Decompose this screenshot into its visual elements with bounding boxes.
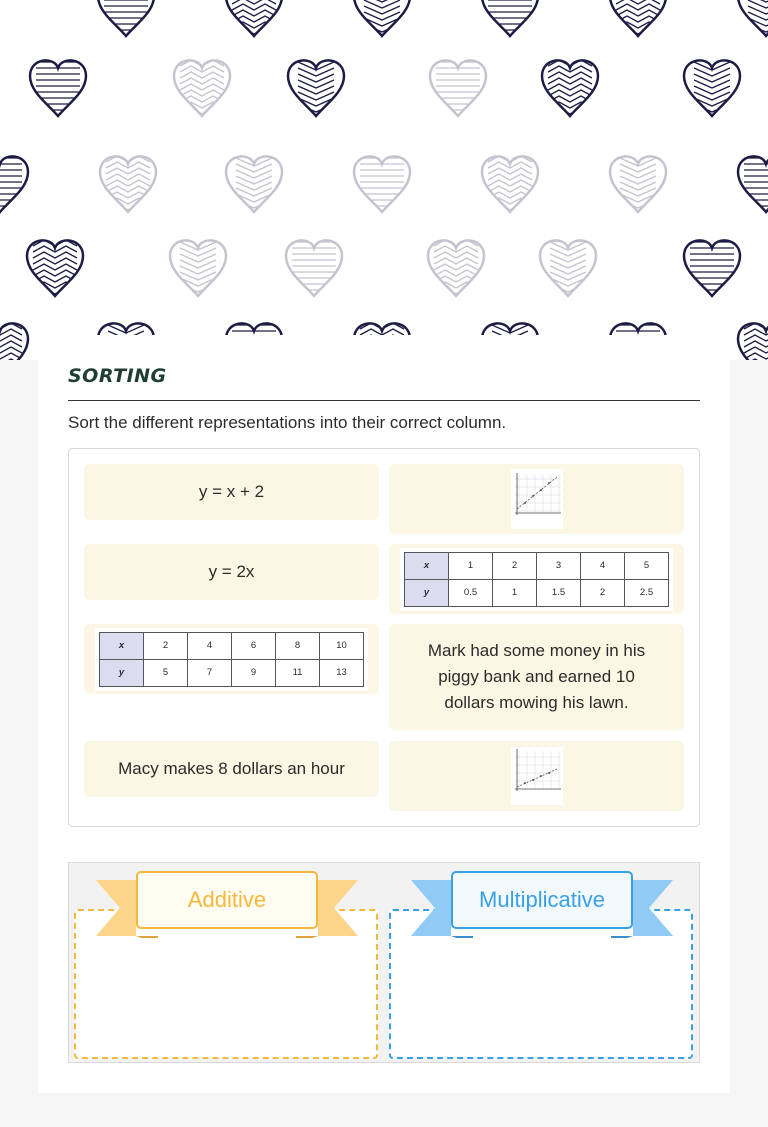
hearts-banner bbox=[0, 0, 768, 360]
xy-table bbox=[99, 632, 364, 687]
heart-icon bbox=[0, 323, 28, 360]
table-thumbnail bbox=[95, 628, 368, 691]
tile-text: Macy makes 8 dollars an hour bbox=[118, 759, 345, 778]
table-header-y: y bbox=[405, 579, 449, 606]
heart-icon bbox=[482, 156, 538, 212]
table-cell: 13 bbox=[320, 659, 364, 686]
heart-icon bbox=[174, 60, 230, 116]
heart-icon bbox=[170, 240, 226, 298]
sort-tile-equation-2x[interactable] bbox=[84, 544, 379, 600]
xy-table bbox=[404, 552, 669, 607]
tile-text bbox=[428, 638, 645, 716]
table-row bbox=[100, 632, 364, 659]
table-header-x: x bbox=[100, 632, 144, 659]
heart-icon bbox=[610, 0, 666, 36]
heart-icon bbox=[30, 60, 86, 116]
heart-icon bbox=[288, 60, 344, 118]
heart-icon bbox=[540, 240, 596, 298]
heart-icon bbox=[226, 156, 282, 214]
sort-tile-word-problem-macy[interactable] bbox=[84, 741, 379, 797]
heart-icon bbox=[610, 156, 666, 214]
sort-tile-graph-2[interactable] bbox=[389, 741, 684, 811]
table-header-x: x bbox=[405, 552, 449, 579]
sort-items-area bbox=[68, 448, 700, 827]
table-cell: 7 bbox=[188, 659, 232, 686]
tile-text: y = 2x bbox=[208, 562, 255, 581]
heart-icon bbox=[482, 0, 538, 36]
table-thumbnail bbox=[400, 548, 673, 611]
table-cell: 4 bbox=[581, 552, 625, 579]
column-header-multiplicative: Multiplicative bbox=[451, 871, 633, 929]
table-row bbox=[405, 552, 669, 579]
table-row bbox=[405, 579, 669, 606]
table-cell: 4 bbox=[188, 632, 232, 659]
table-cell: 2.5 bbox=[625, 579, 669, 606]
section-title: SORTING bbox=[68, 365, 167, 387]
sorting-columns bbox=[68, 862, 700, 1063]
tile-text-line: Mark had some money in his bbox=[427, 641, 646, 660]
sort-tile-equation-x-plus-2[interactable] bbox=[84, 464, 379, 520]
heart-icon bbox=[354, 0, 410, 38]
tile-text-line: piggy bank and earned 10 bbox=[438, 667, 635, 686]
activity-card bbox=[38, 335, 730, 1093]
table-cell: 8 bbox=[276, 632, 320, 659]
heart-icon bbox=[684, 60, 740, 118]
table-cell: 0.5 bbox=[449, 579, 493, 606]
table-cell: 5 bbox=[144, 659, 188, 686]
heart-icon bbox=[428, 240, 484, 296]
heart-icon bbox=[100, 156, 156, 212]
table-cell: 2 bbox=[144, 632, 188, 659]
heart-icon bbox=[0, 156, 28, 212]
table-cell: 5 bbox=[625, 552, 669, 579]
graph-thumbnail bbox=[511, 469, 563, 529]
heart-icon bbox=[738, 156, 768, 212]
table-cell: 2 bbox=[581, 579, 625, 606]
table-cell: 1 bbox=[449, 552, 493, 579]
table-cell: 9 bbox=[232, 659, 276, 686]
instructions-text: Sort the different representations into their correct column. bbox=[68, 413, 507, 432]
column-header-additive: Additive bbox=[136, 871, 318, 929]
line-graph-icon bbox=[511, 469, 563, 521]
heart-icon bbox=[286, 240, 342, 296]
graph-thumbnail bbox=[511, 747, 563, 805]
sort-tile-table-1[interactable] bbox=[389, 544, 684, 614]
heart-icon bbox=[738, 323, 768, 360]
heart-icon bbox=[226, 0, 282, 36]
sort-tile-word-problem-mark[interactable] bbox=[389, 624, 684, 730]
table-cell: 11 bbox=[276, 659, 320, 686]
heart-icon bbox=[27, 240, 83, 296]
table-cell: 1.5 bbox=[537, 579, 581, 606]
table-cell: 6 bbox=[232, 632, 276, 659]
hearts-pattern-image bbox=[0, 0, 768, 360]
sort-tile-graph-1[interactable] bbox=[389, 464, 684, 534]
table-header-y: y bbox=[100, 659, 144, 686]
heart-icon bbox=[738, 0, 768, 38]
sort-tile-table-2[interactable] bbox=[84, 624, 379, 694]
line-graph-icon bbox=[511, 747, 563, 797]
heart-icon bbox=[98, 0, 154, 36]
heart-icon bbox=[354, 156, 410, 212]
table-cell: 10 bbox=[320, 632, 364, 659]
table-cell: 1 bbox=[493, 579, 537, 606]
title-divider bbox=[68, 400, 700, 401]
heart-icon bbox=[430, 60, 486, 116]
table-cell: 2 bbox=[493, 552, 537, 579]
table-row bbox=[100, 659, 364, 686]
tile-text: y = x + 2 bbox=[198, 482, 265, 501]
heart-icon bbox=[684, 240, 740, 296]
heart-icon bbox=[542, 60, 598, 116]
table-cell: 3 bbox=[537, 552, 581, 579]
tile-text-line: dollars mowing his lawn. bbox=[444, 693, 629, 712]
